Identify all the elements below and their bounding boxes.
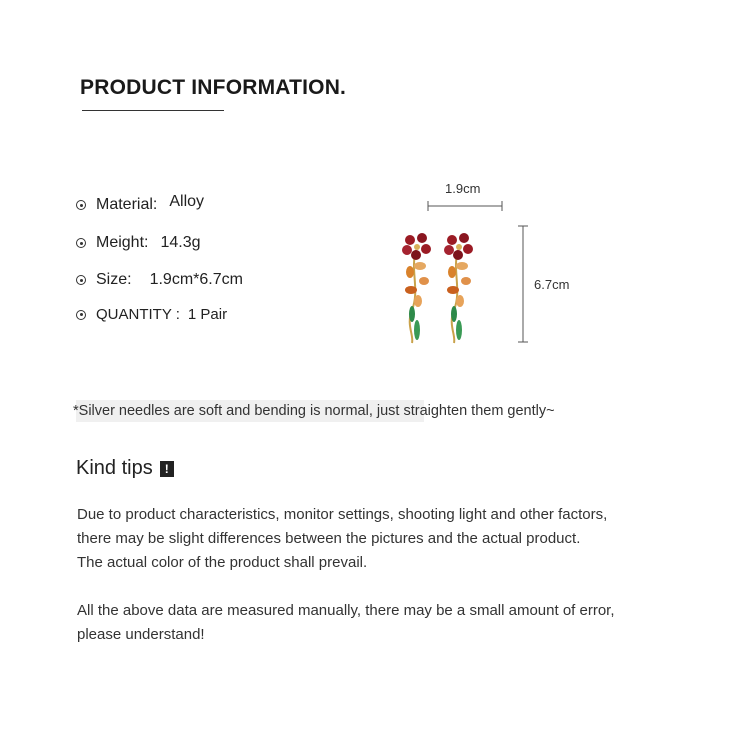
spec-label: Meight: <box>96 234 149 251</box>
care-note: *Silver needles are soft and bending is normal, just straighten them gently~ <box>73 403 555 419</box>
disclaimer-paragraph-1 <box>77 503 607 575</box>
spec-value: 14.3g <box>160 234 201 251</box>
page-title: PRODUCT INFORMATION. <box>80 76 347 99</box>
spec-value: Alloy <box>169 193 205 210</box>
earring-right-image <box>444 233 473 343</box>
spec-label: Material: <box>96 196 158 213</box>
spec-value: 1 Pair <box>187 306 228 323</box>
exclamation-icon: ! <box>160 461 174 477</box>
width-dimension-label: 1.9cm <box>445 181 481 196</box>
paragraph-line: All the above data are measured manually, there may be a small amount of error, <box>77 602 615 619</box>
disclaimer-paragraph-2 <box>77 599 615 647</box>
paragraph-line: there may be slight differences between the pictures and the actual product. <box>77 530 581 547</box>
height-dimension-label: 6.7cm <box>534 277 570 292</box>
paragraph-line: Due to product characteristics, monitor settings, shooting light and other factors, <box>77 506 608 523</box>
paragraph-line: please understand! <box>77 626 205 643</box>
paragraph-line: The actual color of the product shall prevail. <box>77 554 368 571</box>
height-dimension-line <box>518 226 528 342</box>
width-dimension-line <box>428 201 502 211</box>
spec-label: Size: <box>96 271 132 288</box>
kind-tips-heading <box>76 457 174 480</box>
spec-label: QUANTITY : <box>96 306 180 323</box>
spec-value: 1.9cm*6.7cm <box>149 271 243 288</box>
earring-left-image <box>402 233 431 343</box>
kind-tips-title: Kind tips <box>76 457 153 479</box>
